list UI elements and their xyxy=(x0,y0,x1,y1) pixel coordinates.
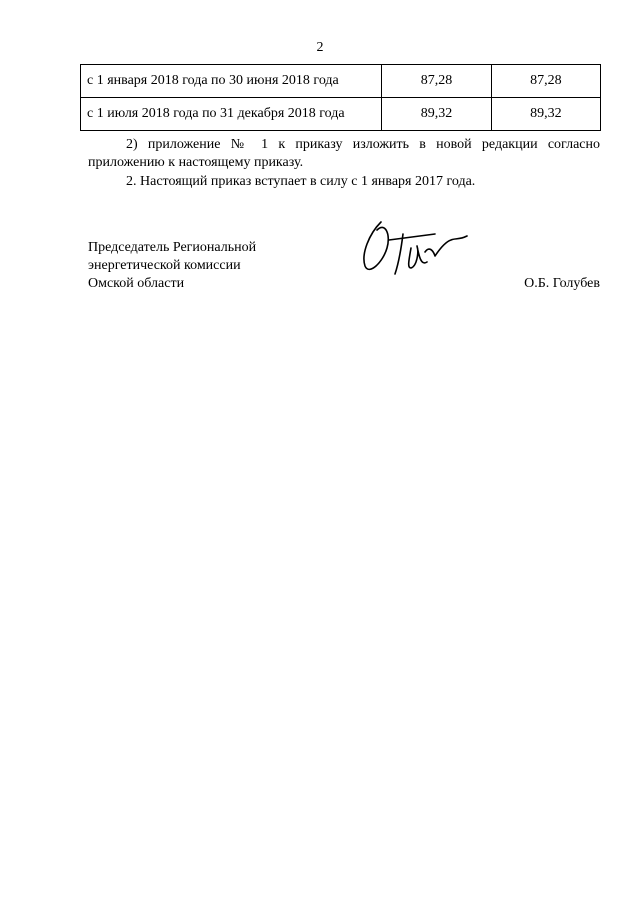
table-cell-value: 87,28 xyxy=(382,65,491,98)
table-cell-period: с 1 января 2018 года по 30 июня 2018 года xyxy=(81,65,382,98)
table-cell-value: 89,32 xyxy=(382,98,491,131)
signer-title-line: Председатель Региональной xyxy=(88,240,257,255)
page-number: 2 xyxy=(316,40,324,55)
paragraph-amendment: 2) приложение № 1 к приказу изложить в новой редакции согласно приложению к настоящему приказу. xyxy=(88,137,600,170)
signer-title xyxy=(88,239,256,293)
signer-title-line: энергетической комиссии xyxy=(88,258,241,273)
table-row xyxy=(81,65,601,98)
signer-name: О.Б. Голубев xyxy=(524,276,600,291)
paragraph-effective-date: 2. Настоящий приказ вступает в силу с 1 января 2017 года. xyxy=(126,174,476,189)
handwritten-signature xyxy=(355,212,475,292)
table-row xyxy=(81,98,601,131)
table-cell-value: 87,28 xyxy=(491,65,600,98)
signer-title-line: Омской области xyxy=(88,276,185,291)
table-cell-period: с 1 июля 2018 года по 31 декабря 2018 года xyxy=(81,98,382,131)
table-cell-value: 89,32 xyxy=(491,98,600,131)
tariff-table xyxy=(80,64,601,131)
